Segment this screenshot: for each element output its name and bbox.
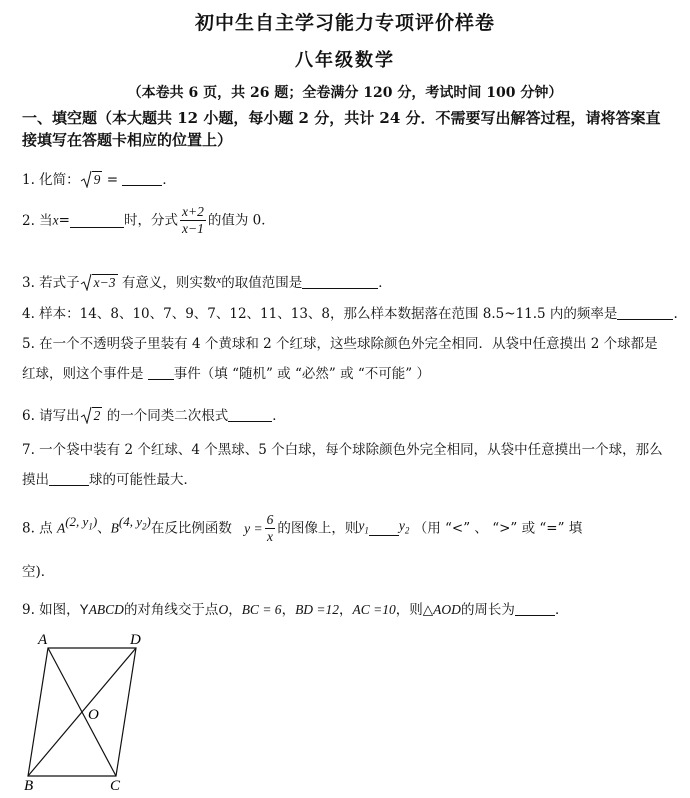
q8-y1: $y_1$ [358, 518, 369, 536]
parallelogram-symbol-icon: Y [79, 602, 89, 617]
q8-fraction [265, 512, 276, 545]
question-8 [22, 512, 582, 545]
q8-post: （用 “<” 、 “>” 或 “=” 填 [413, 520, 583, 537]
q3-end: ． [378, 275, 392, 291]
q9-point-o: O [218, 602, 229, 617]
section-heading-line1: 一、填空题（本大题共 12 小题，每小题 2 分，共计 24 分．不需要写出解答过程，请将答案直 [22, 109, 661, 127]
q9-abcd: ABCD [88, 602, 124, 617]
q8-point-a-coord: (2, $y_1$) [65, 514, 98, 532]
label-c: C [110, 778, 121, 794]
q5-answer-blank[interactable] [148, 365, 174, 380]
q8-denominator: x [267, 529, 274, 544]
q2-prefix: 2. 当 [22, 212, 53, 229]
q9-ac: AC =10 [352, 602, 396, 617]
q5-prefix: 红球，则这个事件是 [22, 366, 148, 382]
parallelogram-figure [14, 628, 164, 796]
sqrt-symbol [80, 406, 92, 430]
q6-end: ． [272, 408, 286, 424]
q8-point-b-coord: (4, $y_2$) [118, 514, 151, 532]
question-5-line1: 5. 在一个不透明袋子里装有 4 个黄球和 2 个红球，这些球除颜色外完全相同．从袋中任意摸出 2 个球都是 [22, 336, 658, 352]
q1-equals: = [106, 172, 119, 188]
q7-prefix: 摸出 [22, 472, 49, 488]
question-1 [22, 170, 176, 194]
question-4 [22, 304, 678, 324]
q9-text1: 的对角线交于点 [123, 602, 219, 618]
q6-prefix: 6. 请写出 [22, 408, 80, 424]
sqrt-symbol [80, 170, 92, 194]
label-a: A [38, 632, 48, 648]
sqrt-symbol [80, 273, 92, 297]
q8-prefix: 8. 点 [22, 520, 53, 537]
q4-end: . [673, 306, 678, 322]
q9-prefix: 9. 如图， [22, 602, 80, 618]
q8-sep: 、 [97, 520, 111, 537]
q8-mid: 在反比例函数 [150, 520, 232, 537]
q7-answer-blank[interactable] [49, 471, 89, 486]
q2-numerator: x+2 [181, 204, 204, 219]
question-3 [22, 270, 392, 297]
diagonal-bd [28, 648, 136, 776]
q8-numerator: 6 [266, 512, 274, 527]
q2-post: 的值为 0． [207, 212, 275, 229]
question-5-line2 [22, 364, 430, 384]
q1-prefix: 1. 化简： [22, 172, 80, 188]
q8-y2: $y_2$ [398, 518, 410, 536]
q9-text2: ，则 [395, 602, 423, 618]
section-heading-line2: 接填写在答题卡相应的位置上） [22, 131, 233, 149]
q1-end: ． [162, 172, 176, 188]
q1-radicand: 9 [93, 172, 101, 187]
exam-title: 初中生自主学习能力专项评价样卷 [194, 12, 495, 34]
q5-post: 事件（填 “随机” 或 “必然” 或 “不可能” ） [173, 366, 430, 382]
q8-answer-blank[interactable] [369, 521, 399, 536]
label-o: O [88, 707, 99, 723]
question-7-line2 [22, 470, 197, 490]
q3-answer-blank[interactable] [302, 274, 378, 289]
q3-radicand: x−3 [93, 275, 116, 290]
q2-denominator: x−1 [181, 221, 204, 236]
exam-note: （本卷共 6 页，共 26 题；全卷满分 120 分，考试时间 100 分钟） [127, 85, 563, 101]
question-2 [22, 204, 275, 237]
q6-post: 的一个同类二次根式 [106, 408, 229, 424]
question-8-line2: 空)． [22, 564, 55, 580]
q2-mid: 时，分式 [123, 212, 178, 229]
q2-var: x [52, 212, 59, 228]
question-9: 9. 如图，YABCD的对角线交于点O，BC = 6，BD =12，AC =10，则△AOD的周长为 ． [22, 602, 569, 618]
q8-point-a: A [56, 520, 66, 536]
q1-answer-blank[interactable] [122, 171, 162, 186]
q9-answer-blank[interactable] [515, 601, 555, 616]
question-7-line1: 7. 一个袋中装有 2 个红球、4 个黑球、5 个白球，每个球除颜色外完全相同，从袋中任意摸出一个球，那么 [22, 442, 663, 458]
q9-bd: BD =12 [295, 602, 340, 617]
q2-answer-blank[interactable] [70, 213, 124, 228]
q9-end: ． [554, 602, 569, 618]
label-b: B [24, 778, 34, 794]
q4-text: 4. 样本：14、8、10、7、9、7、12、11、13、8，那么样本数据落在范围 8.5~11.5 内的频率是 [22, 306, 618, 322]
q3-post: 的取值范围是 [221, 275, 303, 291]
q6-answer-blank[interactable] [228, 407, 272, 422]
q2-equals: = [58, 212, 70, 229]
label-d: D [130, 632, 141, 648]
q6-radicand: 2 [93, 408, 101, 423]
q2-fraction [180, 204, 206, 237]
q3-prefix: 3. 若式子 [22, 275, 80, 291]
q3-mid: 有意义，则实数 [121, 275, 217, 291]
q3-var: x [216, 274, 222, 286]
q7-post: 球的可能性最大． [89, 472, 197, 488]
q9-triangle: △AOD [422, 602, 461, 617]
q8-func-y: y = [244, 520, 263, 536]
q9-text3: 的周长为 [460, 602, 515, 618]
q8-mid2: 的图像上，则 [277, 520, 359, 537]
q4-answer-blank[interactable] [617, 305, 673, 320]
q9-bc: BC = 6 [241, 602, 282, 617]
q8-point-b: B [110, 520, 119, 536]
question-6 [22, 406, 286, 430]
exam-subtitle: 八年级数学 [295, 50, 395, 71]
